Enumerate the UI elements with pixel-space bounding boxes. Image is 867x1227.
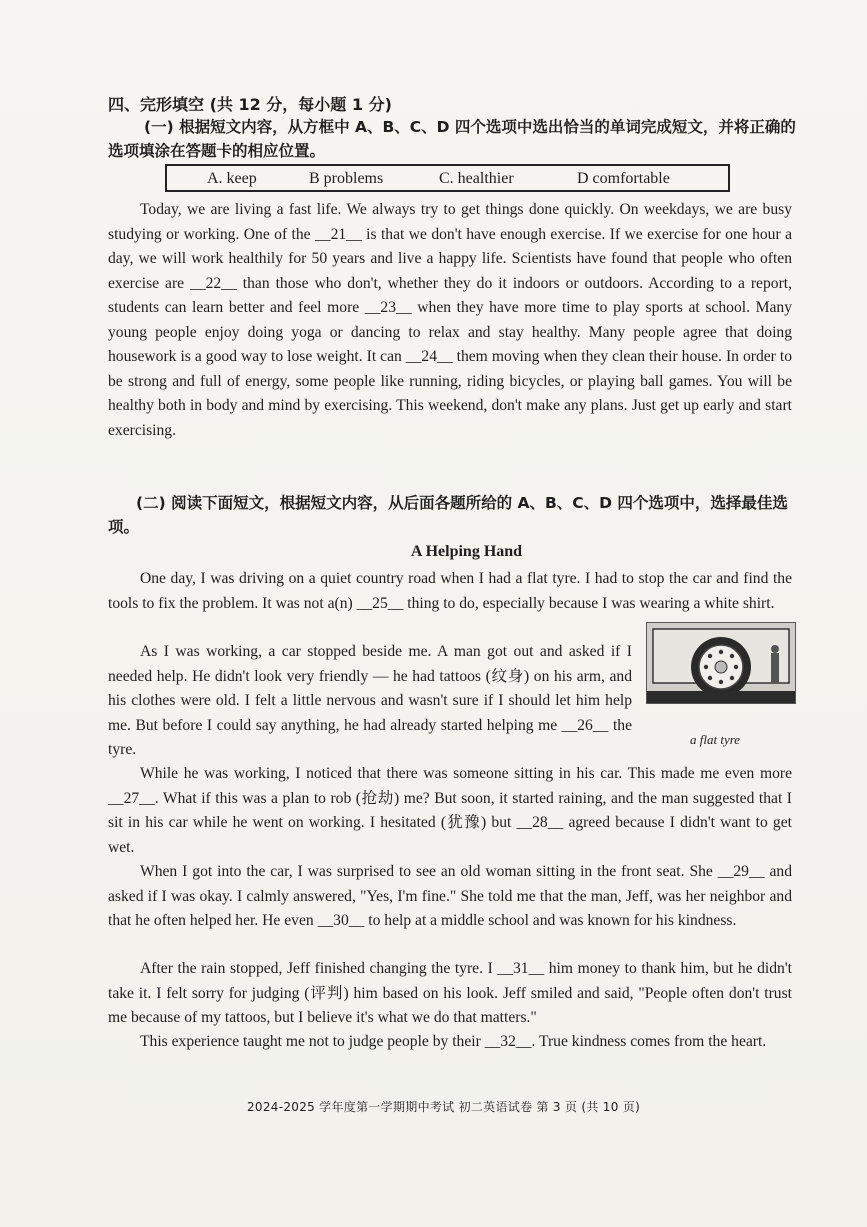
part2-instruction: (二) 阅读下面短文，根据短文内容，从后面各题所给的 A、B、C、D 四个选项中，选择最佳选项。	[108, 494, 788, 536]
story-paragraph: As I was working, a car stopped beside me. A man got out and asked if I needed help. He didn't look very friendly — he had tattoos (纹身) on his arm, and his clothes were old. I felt a little nervous and wasn't sure if I should let him help me. But before I could say anything, he had already started helping me __26__ the tyre.	[108, 643, 632, 758]
flat-tyre-image	[646, 622, 796, 704]
story-title: A Helping Hand	[410, 543, 523, 560]
figure-caption: a flat tyre	[690, 732, 741, 747]
story-paragraph: After the rain stopped, Jeff finished changing the tyre. I __31__ him money to thank him, but he didn't take it. I felt sorry for judging (评判) him based on his look. Jeff smiled and said, "People often don't trust me because of my tattoos, but I believe it's what we do that matters."	[108, 960, 792, 1026]
section-title: 四、完形填空 (共 12 分，每小题 1 分)	[108, 95, 392, 114]
page-footer: 2024-2025 学年度第一学期期中考试 初二英语试卷 第 3 页 (共 10 页)	[246, 1100, 641, 1114]
option-b: B problems	[309, 170, 384, 187]
passage-1: Today, we are living a fast life. We always try to get things done quickly. On weekdays, we are busy studying or working. One of the __21__ is that we don't have enough exercise. If we exercise for one hour a day, we will work healthily for 50 years and live a happy life. Scientists have found that people who often exercise are __22__ than those who don't, whether they do it indoors or outdoors. According to a report, students can learn better and feel more __23__ when they have more time to play sports at school. Many young people enjoy doing yoga or dancing to relax and stay healthy. Many people agree that doing housework is a good way to lose weight. It can __24__ them moving when they clean their house. In order to be strong and full of energy, some people like running, riding bicycles, or playing ball games. You will be healthy both in body and mind by exercising. This weekend, don't make any plans. Just get up early and start exercising.	[108, 201, 792, 439]
option-a: A. keep	[207, 170, 257, 187]
option-d: D comfortable	[577, 170, 670, 187]
story-paragraph: One day, I was driving on a quiet country road when I had a flat tyre. I had to stop the car and find the tools to fix the problem. It was not a(n) __25__ thing to do, especially because I was wearing a white shirt.	[108, 570, 792, 612]
option-c: C. healthier	[439, 170, 514, 187]
story-paragraph: While he was working, I noticed that there was someone sitting in his car. This made me even more __27__. What if this was a plan to rob (抢劫) me? But soon, it started raining, and the man suggested that I sit in his car while he went on working. I hesitated (犹豫) but __28__ agreed because I didn't want to get wet.	[108, 765, 792, 856]
options-box	[165, 164, 730, 192]
story-paragraph: This experience taught me not to judge people by their __32__. True kindness comes from the heart.	[140, 1033, 767, 1050]
story-paragraph: When I got into the car, I was surprised to see an old woman sitting in the front seat. She __29__ and asked if I was okay. I calmly answered, "Yes, I'm fine." She told me that the man, Jeff, was her neighbor and that he often helped her. He even __30__ to help at a middle school and was known for his kindness.	[108, 863, 792, 929]
part1-instruction: (一) 根据短文内容，从方框中 A、B、C、D 四个选项中选出恰当的单词完成短文，并将正确的选项填涂在答题卡的相应位置。	[108, 118, 796, 160]
flat-tyre-illustration	[647, 623, 795, 703]
